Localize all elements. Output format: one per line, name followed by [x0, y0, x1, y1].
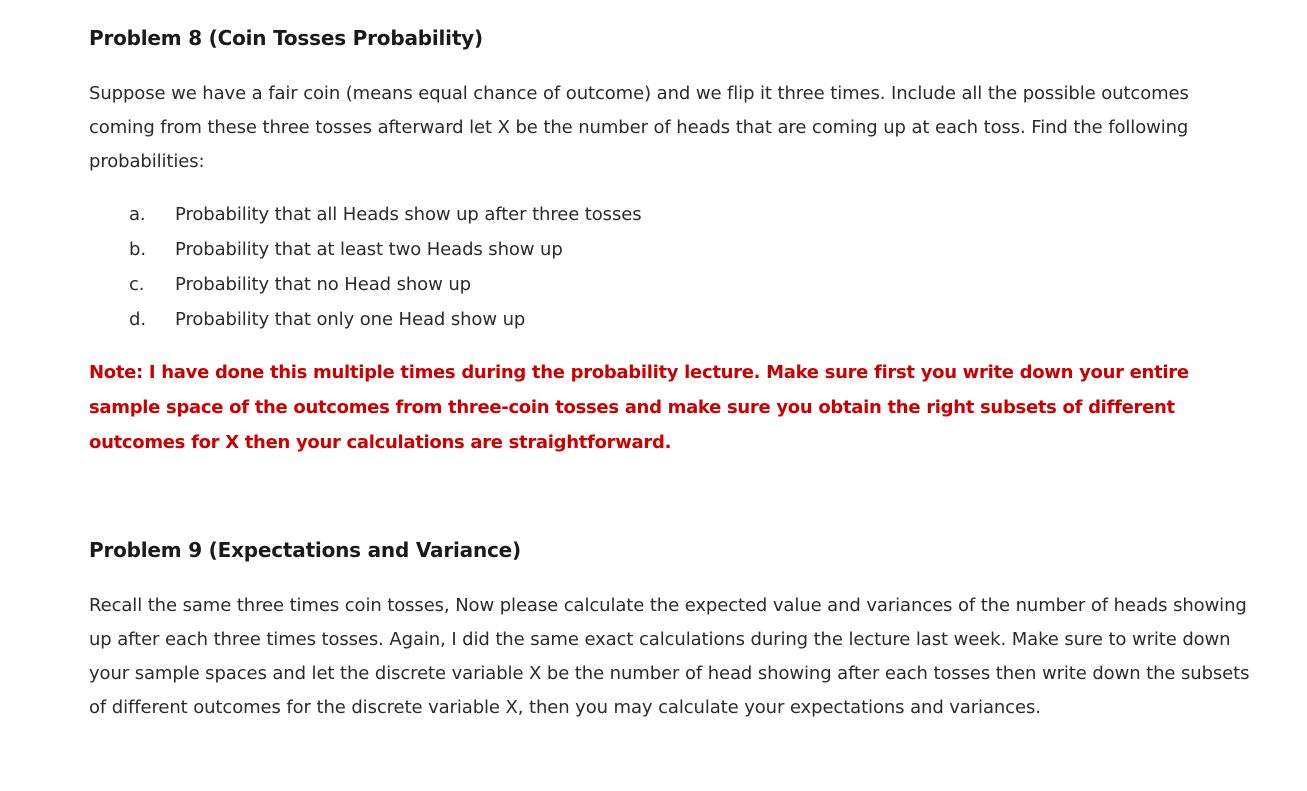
list-item-text: Probability that no Head show up	[175, 274, 471, 295]
problem-8-title: Problem 8 (Coin Tosses Probability)	[89, 26, 483, 50]
problem-8-list	[129, 197, 642, 337]
list-item	[129, 302, 642, 337]
list-marker: a.	[129, 204, 146, 225]
list-item-text: Probability that at least two Heads show up	[175, 239, 563, 260]
problem-9-title: Problem 9 (Expectations and Variance)	[89, 538, 521, 562]
list-marker: c.	[129, 274, 145, 295]
problem-9-paragraph: Recall the same three times coin tosses, Now please calculate the expected value and variances of the number of heads showing up after each three times tosses. Again, I did the same exact calculations during the lecture last week. Make sure to write down your sample spaces and let the discrete variable X be the number of head showing after each tosses then write down the subsets of different outcomes for the discrete variable X, then you may calculate your expectations and variances.	[89, 595, 1250, 718]
list-marker: b.	[129, 239, 146, 260]
list-item	[129, 232, 642, 267]
problem-8-paragraph: Suppose we have a fair coin (means equal chance of outcome) and we flip it three times. Include all the possible outcomes coming from these three tosses afterward let X be the number of heads that are coming up at each toss. Find the following probabilities:	[89, 83, 1189, 172]
list-marker: d.	[129, 309, 146, 330]
list-item-text: Probability that only one Head show up	[175, 309, 526, 330]
list-item-text: Probability that all Heads show up after three tosses	[175, 204, 642, 225]
list-item	[129, 267, 642, 302]
list-item	[129, 197, 642, 232]
problem-8-note: Note: I have done this multiple times during the probability lecture. Make sure first you write down your entire sample space of the outcomes from three-coin tosses and make sure you obtain the right subsets of different outcomes for X then your calculations are straightforward.	[89, 362, 1189, 453]
